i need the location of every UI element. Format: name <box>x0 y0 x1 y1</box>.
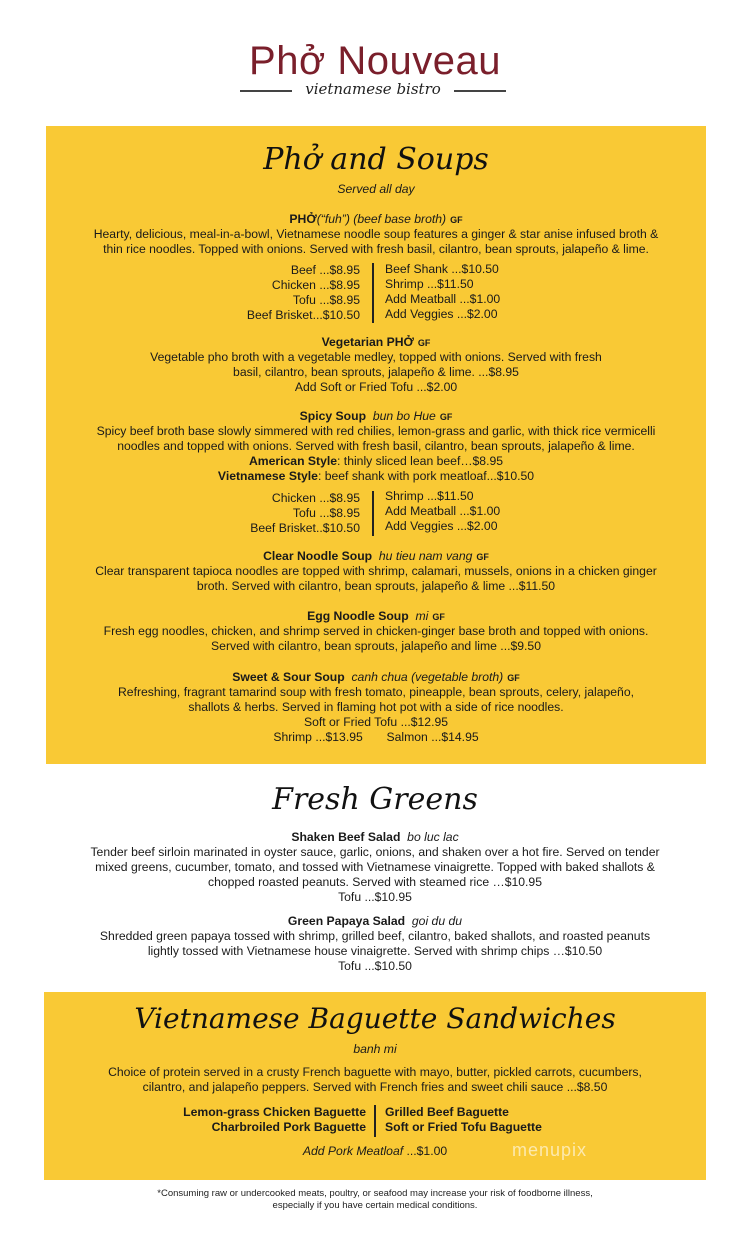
baguette-option: Soft or Fried Tofu Baguette <box>385 1120 542 1134</box>
price-entry: Tofu ...$8.95 <box>292 293 360 307</box>
item-description: Choice of protein served in a crusty French baguette with mayo, butter, pickled carrots, cucumbers, <box>108 1065 642 1079</box>
item-note: (“fuh”) (beef base broth) <box>316 212 447 226</box>
served-note: Served all day <box>337 182 415 196</box>
divider <box>454 90 506 92</box>
item-description: Tofu ...$10.95 <box>338 890 412 904</box>
price-entry: Add Veggies ...$2.00 <box>385 519 498 533</box>
item-description: Vegetable pho broth with a vegetable medley, topped with onions. Served with fresh <box>150 350 602 364</box>
gf-badge: GF <box>476 552 489 562</box>
style-text: : thinly sliced lean beef…$8.95 <box>337 454 504 468</box>
style-option <box>46 469 706 484</box>
item-name: Shaken Beef Salad <box>291 830 401 844</box>
add-on-label: Add Pork Meatloaf <box>302 1144 404 1158</box>
section-heading: Fresh Greens <box>272 782 478 817</box>
gf-badge: GF <box>439 412 453 422</box>
gf-badge: GF <box>432 612 445 622</box>
baguette-option: Grilled Beef Baguette <box>385 1105 509 1119</box>
item-description: thin rice noodles. Topped with onions. Served with fresh basil, cilantro, bean sprouts, jalapeño & lime. <box>103 242 649 256</box>
price-entry: Add Veggies ...$2.00 <box>385 307 498 321</box>
price-entry: Shrimp ...$11.50 <box>385 277 474 291</box>
item-subname: bo luc lac <box>407 830 459 844</box>
item-description: Soft or Fried Tofu ...$12.95 <box>303 715 449 729</box>
item-description: shallots & herbs. Served in flaming hot pot with a side of rice noodles. <box>188 700 564 714</box>
price-entry: Salmon ...$14.95 <box>386 730 479 744</box>
item-name: Vegetarian PHỞ <box>321 335 414 349</box>
price-entry: Beef Brisket...$10.50 <box>246 308 360 322</box>
price-list-left <box>247 263 360 323</box>
item-description: Fresh egg noodles, chicken, and shrimp served in chicken-ginger base broth and topped with onions. <box>103 624 649 638</box>
logo-subtitle <box>240 82 506 102</box>
menu-item-title <box>46 670 706 686</box>
add-on <box>44 1144 706 1159</box>
price-entry: Chicken ...$8.95 <box>271 491 360 505</box>
restaurant-name: Phở Nouveau <box>249 39 501 83</box>
item-description: Hearty, delicious, meal-in-a-bowl, Vietnamese noodle soup features a ginger & star anise infused broth & <box>93 227 659 241</box>
item-description: Spicy beef broth base slowly simmered with red chilies, lemon-grass and garlic, with thick rice vermicelli <box>96 424 656 438</box>
baguette-option: Charbroiled Pork Baguette <box>211 1120 366 1134</box>
divider <box>240 90 292 92</box>
item-name: PHỞ <box>289 212 317 226</box>
menu-item-title <box>46 609 706 625</box>
gf-badge: GF <box>450 215 463 225</box>
item-description: basil, cilantro, bean sprouts, jalapeño & lime. ...$8.95 <box>233 365 519 379</box>
item-subname: mi <box>415 609 429 623</box>
baguette-list-right <box>385 1105 542 1135</box>
item-description: Clear transparent tapioca noodles are topped with shrimp, calamari, mussels, onions in a chicken ginger <box>95 564 657 578</box>
item-description: chopped roasted peanuts. Served with steamed rice …$10.95 <box>207 875 542 889</box>
item-subname: bun bo Hue <box>372 409 436 423</box>
price-entry: Chicken ...$8.95 <box>271 278 360 292</box>
menu-item-title <box>46 212 706 228</box>
add-on-price: ...$1.00 <box>403 1144 448 1158</box>
item-name: Green Papaya Salad <box>287 914 406 928</box>
item-name: Spicy Soup <box>299 409 367 423</box>
section-subtitle: banh mi <box>353 1042 397 1056</box>
gf-badge: GF <box>507 673 520 683</box>
style-text: : beef shank with pork meatloaf...$10.50 <box>317 469 535 483</box>
item-description: broth. Served with cilantro, bean sprouts, jalapeño & lime ...$11.50 <box>196 579 556 593</box>
disclaimer <box>0 1188 750 1212</box>
baguette-list-left <box>183 1105 366 1135</box>
column-divider <box>372 263 374 323</box>
item-description: cilantro, and jalapeño peppers. Served with French fries and sweet chili sauce ...$8.50 <box>142 1080 608 1094</box>
item-description: noodles and topped with onions. Served with fresh basil, cilantro, bean sprouts, jalapeño & lime. <box>117 439 635 453</box>
menu-item-title <box>46 409 706 425</box>
disclaimer-line: especially if you have certain medical conditions. <box>272 1200 478 1211</box>
item-subname: goi du du <box>411 914 463 928</box>
price-entry: Shrimp ...$11.50 <box>385 489 474 503</box>
item-description: mixed greens, cucumber, tomato, and tossed with Vietnamese vinaigrette. Topped with baked shallots & <box>95 860 655 874</box>
watermark: menupix <box>512 1140 588 1160</box>
item-description: Served with cilantro, bean sprouts, jalapeño and lime ...$9.50 <box>211 639 541 653</box>
item-subname: hu tieu nam vang <box>378 549 473 563</box>
style-option <box>46 454 706 469</box>
pho-soups-section <box>46 126 706 764</box>
restaurant-tagline: vietnamese bistro <box>305 80 441 98</box>
baguette-section <box>44 992 706 1180</box>
price-list-right <box>385 262 500 322</box>
item-name: Clear Noodle Soup <box>263 549 373 563</box>
price-list-left <box>250 491 360 536</box>
item-name: Sweet & Sour Soup <box>232 670 345 684</box>
item-description: lightly tossed with Vietnamese house vinaigrette. Served with shrimp chips …$10.50 <box>147 944 603 958</box>
section-heading: Vietnamese Baguette Sandwiches <box>134 1002 616 1035</box>
price-entry: Beef Shank ...$10.50 <box>385 262 499 276</box>
item-subname: canh chua (vegetable broth) <box>351 670 504 684</box>
price-entry: Tofu ...$8.95 <box>292 506 360 520</box>
style-label: American Style <box>248 454 338 468</box>
style-label: Vietnamese Style <box>217 469 318 483</box>
menu-item-title <box>0 830 750 845</box>
column-divider <box>372 491 374 536</box>
price-list-right <box>385 489 500 534</box>
menu-item-title <box>0 914 750 929</box>
price-entry: Beef Brisket..$10.50 <box>250 521 360 535</box>
price-entry: Beef ...$8.95 <box>290 263 360 277</box>
item-name: Egg Noodle Soup <box>307 609 409 623</box>
price-entry: Shrimp ...$13.95 <box>273 730 363 744</box>
item-description: Shredded green papaya tossed with shrimp, grilled beef, cilantro, baked shallots, and roasted peanuts <box>99 929 651 943</box>
column-divider <box>374 1105 376 1137</box>
item-description: Tender beef sirloin marinated in oyster sauce, garlic, onions, and shaken over a hot fire. Served on tender <box>90 845 660 859</box>
baguette-option: Lemon-grass Chicken Baguette <box>183 1105 366 1119</box>
menu-item-title <box>46 335 706 351</box>
disclaimer-line: *Consuming raw or undercooked meats, poultry, or seafood may increase your risk of foodborne illness, <box>157 1188 593 1199</box>
price-entry: Add Meatball ...$1.00 <box>385 504 501 518</box>
section-heading: Phở and Soups <box>263 142 489 177</box>
gf-badge: GF <box>417 338 431 348</box>
logo <box>0 38 750 84</box>
item-description: Tofu ...$10.50 <box>338 959 412 973</box>
price-entry: Add Meatball ...$1.00 <box>385 292 501 306</box>
item-description: Add Soft or Fried Tofu ...$2.00 <box>294 380 458 394</box>
price-row <box>46 730 706 745</box>
item-description: Refreshing, fragrant tamarind soup with fresh tomato, pineapple, bean sprouts, celery, jalapeño, <box>117 685 634 699</box>
menu-item-title <box>46 549 706 565</box>
